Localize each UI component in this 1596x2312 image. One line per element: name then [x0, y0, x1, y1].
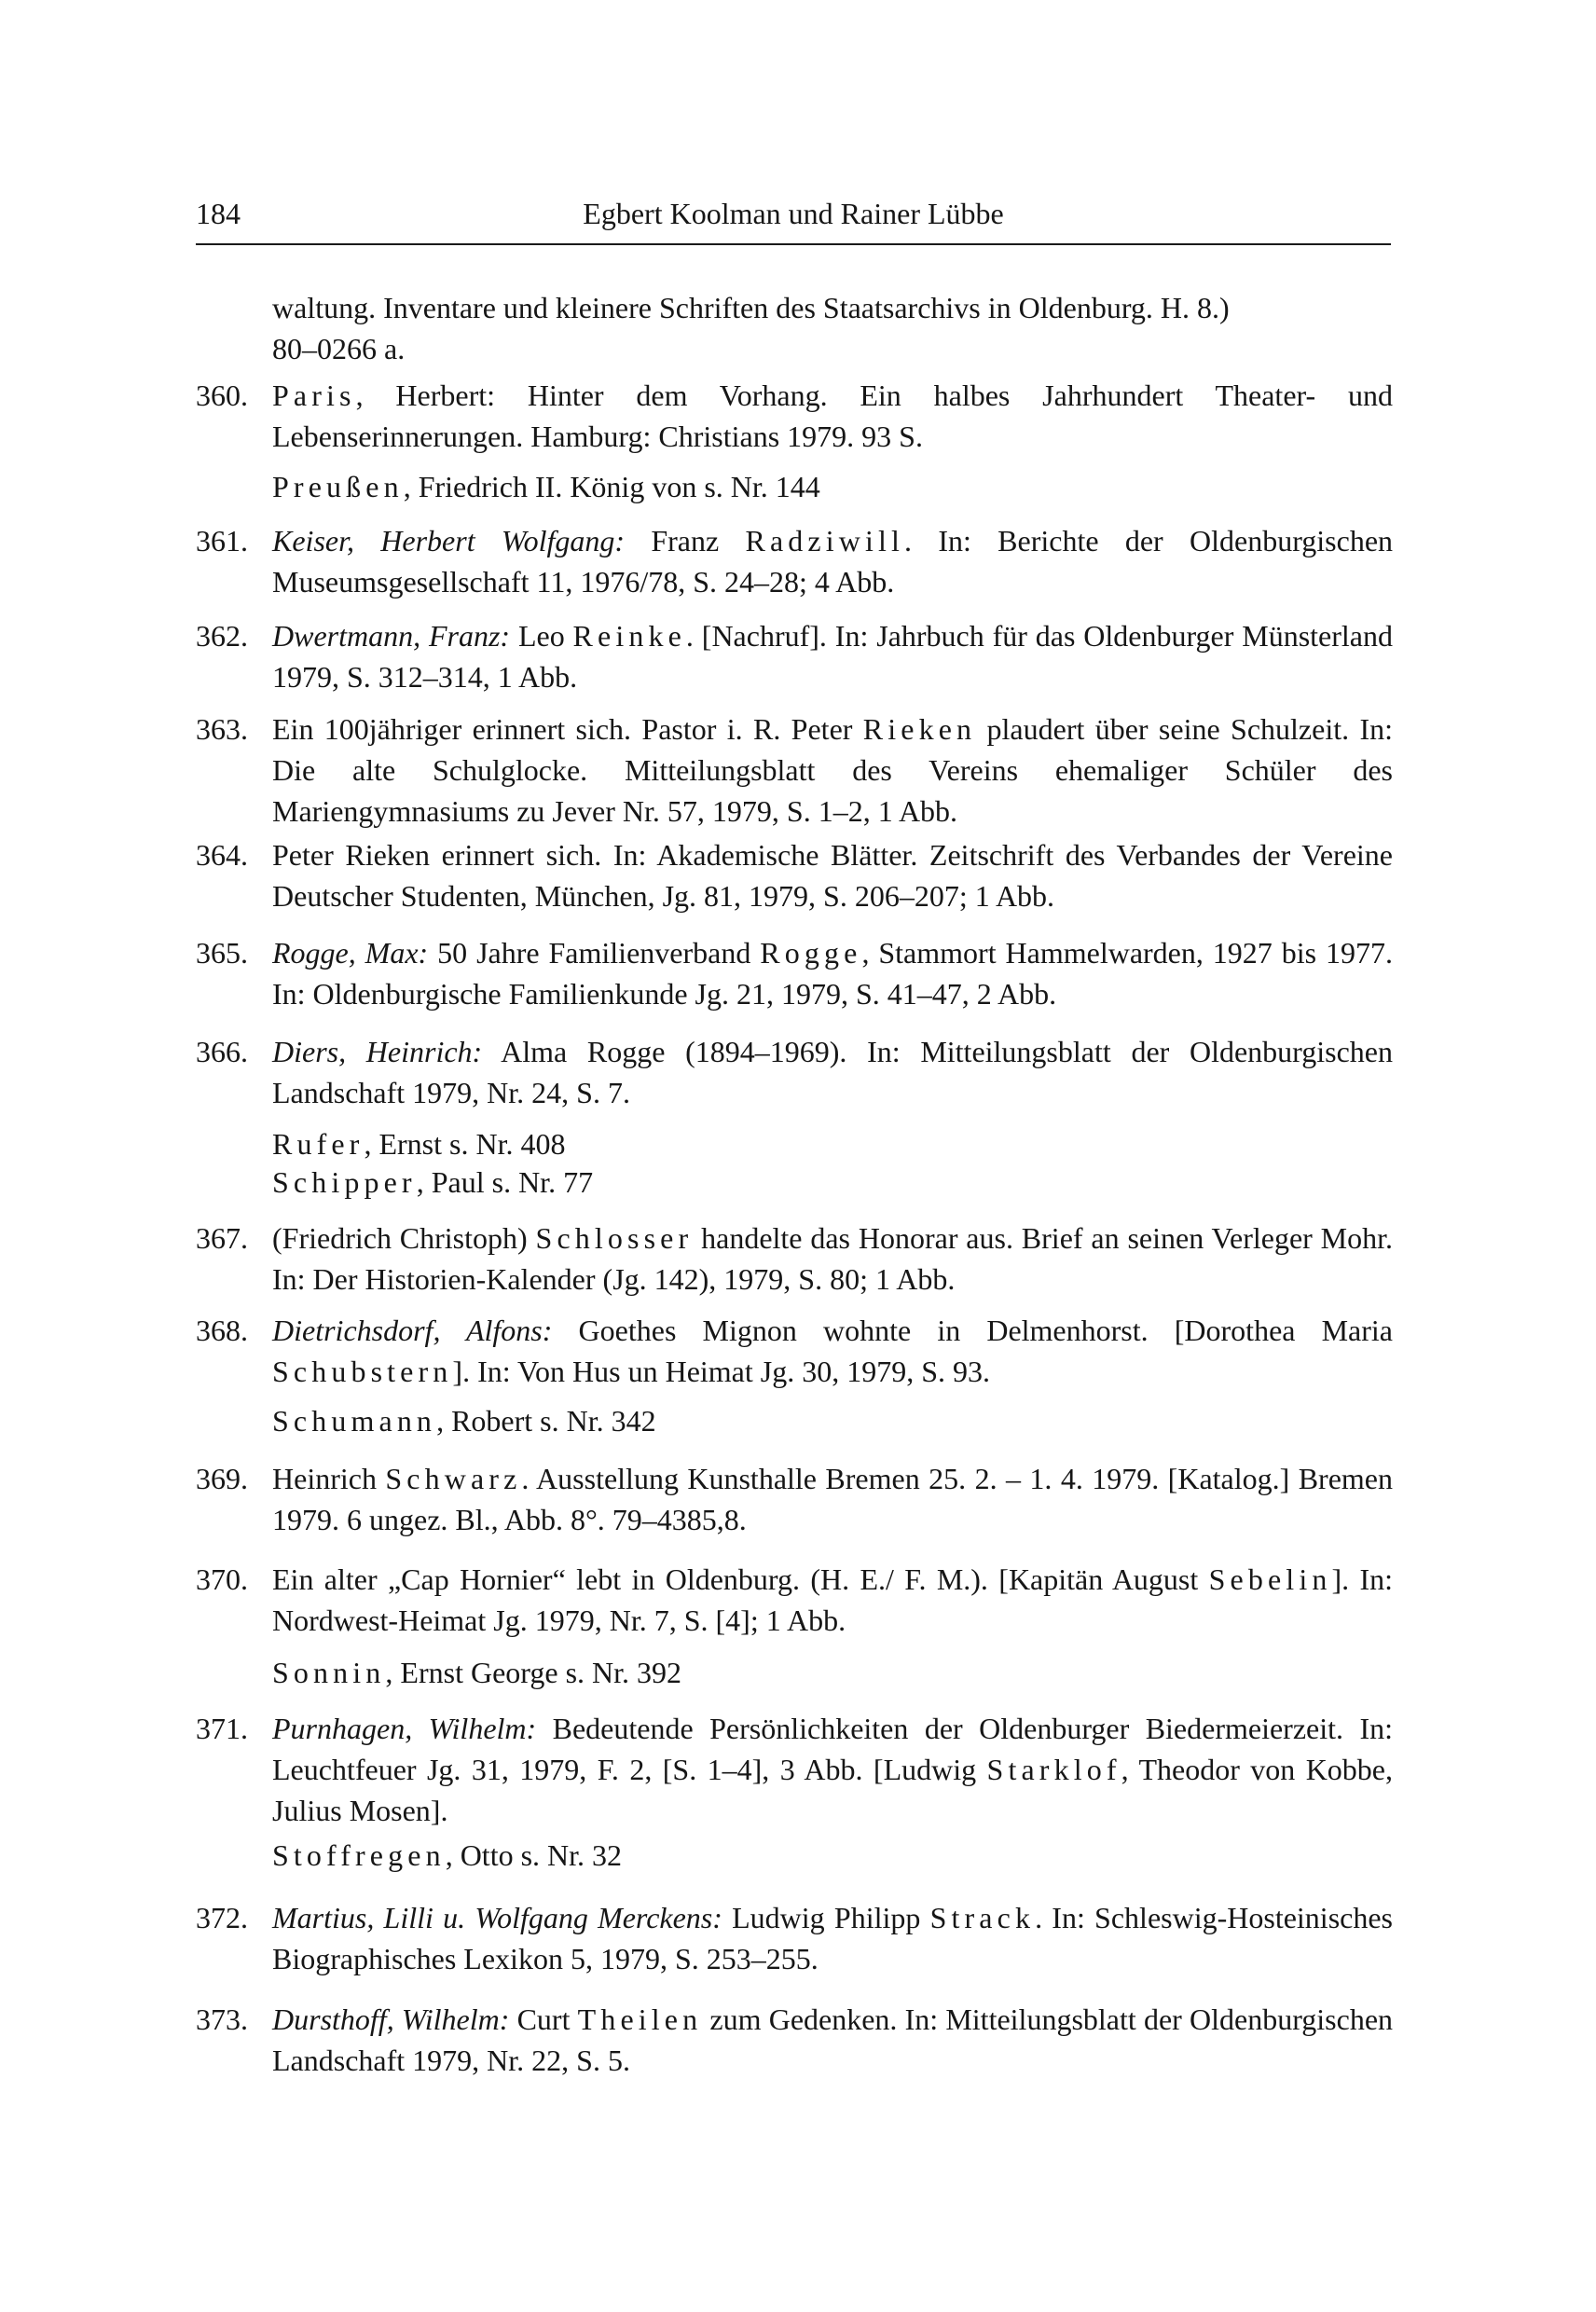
subject-name: Rogge	[760, 936, 862, 970]
subject-name: Strack	[929, 1901, 1036, 1934]
running-head: Egbert Koolman und Rainer Lübbe	[583, 197, 1004, 230]
entry-363	[196, 709, 1394, 832]
subject-name: Rufer	[272, 1127, 365, 1161]
entry-text: Dwertmann, Franz: Leo Reinke. [Nachruf]. In: Jahrbuch für das Oldenburger Münsterland 1979, S. 312–314, 1 Abb.	[272, 619, 1393, 694]
entry-number: 371.	[196, 1712, 248, 1745]
subject-name: Rieken	[862, 712, 977, 746]
subject-name: Sebelin	[1208, 1562, 1332, 1596]
entry-369	[196, 1458, 1393, 1540]
entry-365	[196, 932, 1394, 1014]
author: Dwertmann, Franz:	[272, 619, 511, 653]
entry-371	[196, 1708, 1394, 1831]
entry-number: 366.	[196, 1035, 248, 1068]
author: Dietrichsdorf, Alfons:	[272, 1314, 553, 1347]
entry-number: 363.	[196, 712, 248, 746]
entry-373	[196, 1999, 1394, 2081]
entry-text: (Friedrich Christoph) Schlosser handelte das Honorar aus. Brief an seinen Verleger Mohr. In: Der Historien-Kalender (Jg. 142), 1979, S. 80; 1 Abb.	[272, 1221, 1394, 1296]
entry-text: Paris, Herbert: Hinter dem Vorhang. Ein halbes Jahrhundert Theater- und Lebenserinnerungen. Hamburg: Christians 1979. 93 S.	[272, 378, 1393, 453]
subject-name: Preußen	[272, 470, 404, 503]
page-number: 184	[196, 197, 241, 230]
cross-reference-rufer: Rufer, Ernst s. Nr. 408	[272, 1127, 566, 1161]
entry-number: 373.	[196, 2002, 248, 2036]
subject-name: Schubstern	[272, 1355, 453, 1388]
entry-number: 360.	[196, 378, 248, 412]
entry-number: 372.	[196, 1901, 248, 1934]
entry-368	[196, 1310, 1394, 1392]
cross-reference-sonnin: Sonnin, Ernst George s. Nr. 392	[272, 1656, 682, 1689]
entry-text: Dietrichsdorf, Alfons: Goethes Mignon wohnte in Delmenhorst. [Dorothea Maria Schubstern]. In: Von Hus un Heimat Jg. 30, 1979, S. 93.	[272, 1314, 1394, 1388]
entry-number: 365.	[196, 936, 248, 970]
subject-name: Radziwill	[745, 524, 905, 557]
entry-text: Diers, Heinrich: Alma Rogge (1894–1969). In: Mitteilungsblatt der Oldenburgischen Landschaft 1979, Nr. 24, S. 7.	[272, 1035, 1394, 1109]
entry-360	[196, 375, 1393, 457]
entry-370	[196, 1559, 1394, 1641]
entry-number: 362.	[196, 619, 248, 653]
cross-reference-schipper: Schipper, Paul s. Nr. 77	[272, 1165, 594, 1199]
subject-name: Paris	[272, 378, 356, 412]
entry-372	[196, 1897, 1394, 1979]
entry-number: 367.	[196, 1221, 248, 1255]
entry-text: Rogge, Max: 50 Jahre Familienverband Rogge, Stammort Hammelwarden, 1927 bis 1977. In: Oldenburgische Familienkunde Jg. 21, 1979, S. 41–47, 2 Abb.	[272, 936, 1394, 1011]
author: Dursthoff, Wilhelm:	[272, 2002, 510, 2036]
entry-text: Heinrich Schwarz. Ausstellung Kunsthalle Bremen 25. 2. – 1. 4. 1979. [Katalog.] Bremen 1979. 6 ungez. Bl., Abb. 8°. 79–4385,8.	[272, 1462, 1393, 1536]
subject-name: Schumann	[272, 1404, 437, 1438]
cross-reference-preussen: Preußen, Friedrich II. König von s. Nr. 144	[272, 470, 820, 503]
cross-reference-schumann: Schumann, Robert s. Nr. 342	[272, 1404, 656, 1438]
author: Keiser, Herbert Wolfgang:	[272, 524, 626, 557]
entry-text: Purnhagen, Wilhelm: Bedeutende Persönlichkeiten der Oldenburger Biedermeierzeit. In: Leuchtfeuer Jg. 31, 1979, F. 2, [S. 1–4], 3 Abb. [Ludwig Starklof, Theodor von Kobbe, Julius Mosen].	[272, 1712, 1394, 1827]
entry-text: Martius, Lilli u. Wolfgang Merckens: Ludwig Philipp Strack. In: Schleswig-Hosteinisches Biographisches Lexikon 5, 1979, S. 253–255.	[272, 1901, 1394, 1975]
subject-name: Reinke	[572, 619, 686, 653]
subject-name: Schlosser	[535, 1221, 694, 1255]
entry-362	[196, 615, 1393, 697]
cross-reference-stoffregen: Stoffregen, Otto s. Nr. 32	[272, 1838, 623, 1872]
entry-text: Ein alter „Cap Hornier“ lebt in Oldenburg. (H. E./ F. M.). [Kapitän August Sebelin]. In: Nordwest-Heimat Jg. 1979, Nr. 7, S. [4]; 1 Abb.	[272, 1562, 1394, 1637]
entry-number: 361.	[196, 524, 248, 557]
entry-367	[196, 1218, 1394, 1300]
subject-name: Starklof	[986, 1753, 1121, 1786]
entry-number: 364.	[196, 838, 248, 872]
entry-number: 370.	[196, 1562, 248, 1596]
entry-text: Peter Rieken erinnert sich. In: Akademische Blätter. Zeitschrift des Verbandes der Vereine Deutscher Studenten, München, Jg. 81, 1979, S. 206–207; 1 Abb.	[272, 838, 1393, 913]
entry-text: Keiser, Herbert Wolfgang: Franz Radziwill. In: Berichte der Oldenburgischen Museumsgesellschaft 11, 1976/78, S. 24–28; 4 Abb.	[272, 524, 1394, 599]
subject-name: Schipper	[272, 1165, 417, 1199]
entry-text: Ein 100jähriger erinnert sich. Pastor i. R. Peter Rieken plaudert über seine Schulzeit. In: Die alte Schulglocke. Mitteilungsblatt des Vereins ehemaliger Schüler des Mariengymnasiums zu Jever Nr. 57, 1979, S. 1–2, 1 Abb.	[272, 712, 1394, 828]
entry-361	[196, 520, 1394, 602]
author: Diers, Heinrich:	[272, 1035, 483, 1068]
author: Purnhagen, Wilhelm:	[272, 1712, 537, 1745]
entry-366	[196, 1031, 1394, 1113]
author: Martius, Lilli u. Wolfgang Merckens:	[272, 1901, 722, 1934]
entry-364	[196, 834, 1393, 916]
author: Rogge, Max:	[272, 936, 429, 970]
entry-number: 369.	[196, 1462, 248, 1495]
subject-name: Stoffregen	[272, 1838, 446, 1872]
entry-number: 368.	[196, 1314, 248, 1347]
entry-continuation: waltung. Inventare und kleinere Schriften des Staatsarchivs in Oldenburg. H. 8.) 80–0266 a.	[272, 291, 1230, 365]
subject-name: Sonnin	[272, 1656, 386, 1689]
entry-text: Dursthoff, Wilhelm: Curt Theilen zum Gedenken. In: Mitteilungsblatt der Oldenburgischen Landschaft 1979, Nr. 22, S. 5.	[272, 2002, 1394, 2077]
subject-name: Schwarz	[385, 1462, 522, 1495]
subject-name: Theilen	[577, 2002, 703, 2036]
